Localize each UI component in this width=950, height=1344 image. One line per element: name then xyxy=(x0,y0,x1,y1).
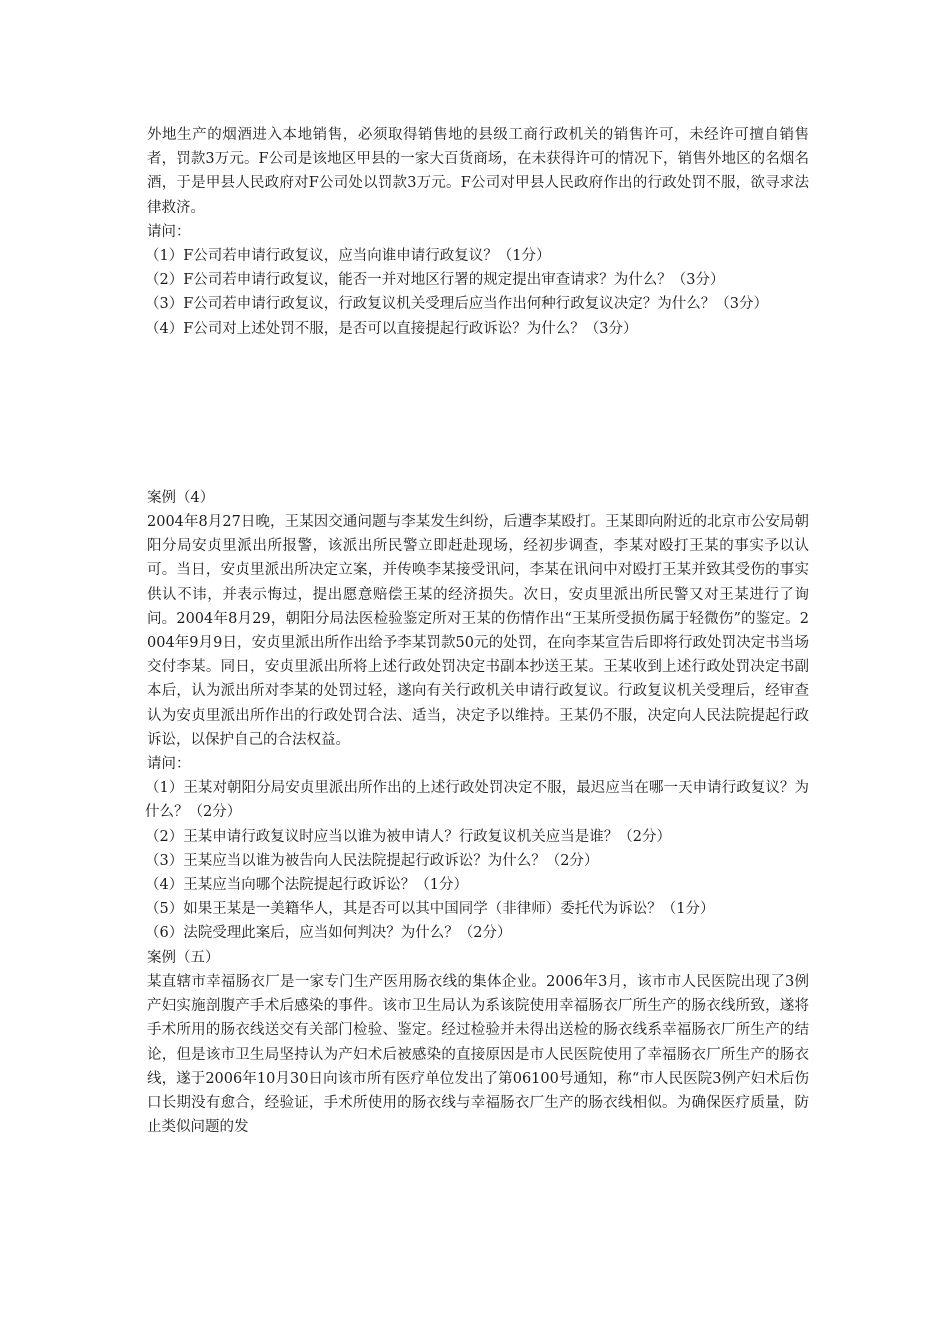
case3-question-2: （2）F公司若申请行政复议，能否一并对地区行署的规定提出审查请求？为什么？（3分） xyxy=(145,272,725,289)
case3-question-prompt: 请问： xyxy=(147,223,191,240)
case4-question-1: （1）王某对朝阳分局安贞里派出所作出的上述行政处罚决定不服，最迟应当在哪一天申请行政复议？为什么？（2分） xyxy=(145,780,809,821)
document-page xyxy=(147,123,809,1139)
case3-question-3: （3）F公司若申请行政复议，行政复议机关受理后应当作出何种行政复议决定？为什么？（3分） xyxy=(145,296,769,313)
case3-question-4: （4）F公司对上述处罚不服，是否可以直接提起行政诉讼？为什么？（3分） xyxy=(145,320,638,337)
case4-body-paragraph: 2004年8月27日晚，王某因交通问题与李某发生纠纷，后遭李某殴打。王某即向附近的北京市公安局朝阳分局安贞里派出所报警，该派出所民警立即赶赴现场，经初步调查，李某对殴打王某的事实予以认可。当日，安贞里派出所决定立案，并传唤李某接受讯问，李某在讯问中对殴打王某并致其受伤的事实供认不讳，并表示悔过，提出愿意赔偿王某的经济损失。次日，安贞里派出所民警又对王某进行了询问。2004年8月29，朝阳分局法医检验鉴定所对王某的伤情作出“王某所受损伤属于轻微伤”的鉴定。2004年9月9日，安贞里派出所作出给予李某罚款50元的处罚，在向李某宣告后即将行政处罚决定书当场交付李某。同日，安贞里派出所将上述行政处罚决定书副本抄送王某。王某收到上述行政处罚决定书副本后，认为派出所对李某的处罚过轻，遂向有关行政机关申请行政复议。行政复议机关受理后，经审查认为安贞里派出所作出的行政处罚合法、适当，决定予以维持。王某仍不服，决定向人民法院提起行政诉讼，以保护自己的合法权益。 xyxy=(147,514,809,748)
case4-question-4: （4）王某应当向哪个法院提起行政诉讼？（1分） xyxy=(145,877,468,894)
case4-question-5: （5）如果王某是一美籍华人，其是否可以其中国同学（非律师）委托代为诉讼？（1分） xyxy=(145,901,715,918)
case4-question-2: （2）王某申请行政复议时应当以谁为被申请人？行政复议机关应当是谁？（2分） xyxy=(145,828,671,845)
blank-gap xyxy=(147,341,809,486)
case4-question-6: （6）法院受理此案后，应当如何判决？为什么？（2分） xyxy=(145,925,512,942)
case3-question-1: （1）F公司若申请行政复议，应当向谁申请行政复议？（1分） xyxy=(145,248,551,265)
case5-body-paragraph: 某直辖市幸福肠衣厂是一家专门生产医用肠衣线的集体企业。2006年3月，该市市人民医院出现了3例产妇实施剖腹产手术后感染的事件。该市卫生局认为系该院使用幸福肠衣厂所生产的肠衣线所致，遂将手术所用的肠衣线送交有关部门检验、鉴定。经过检验并未得出送检的肠衣线系幸福肠衣厂所生产的结论，但是该市卫生局坚持认为产妇术后被感染的直接原因是市人民医院使用了幸福肠衣厂所生产的肠衣线，遂于2006年10月30日向该市所有医疗单位发出了第06100号通知，称“市人民医院3例产妇术后伤口长期没有愈合，经验证，手术所使用的肠衣线与幸福肠衣厂生产的肠衣线相似。为确保医疗质量，防止类似问题的发 xyxy=(147,973,809,1136)
case5-title: 案例（五） xyxy=(147,949,220,966)
case4-question-3: （3）王某应当以谁为被告向人民法院提起行政诉讼？为什么？（2分） xyxy=(145,852,599,869)
case4-title: 案例（4） xyxy=(147,489,215,506)
case3-intro-paragraph: 外地生产的烟酒进入本地销售，必须取得销售地的县级工商行政机关的销售许可，未经许可擅自销售者，罚款3万元。F公司是该地区甲县的一家大百货商场，在未获得许可的情况下，销售外地区的名烟名酒，于是甲县人民政府对F公司处以罚款3万元。F公司对甲县人民政府作出的行政处罚不服，欲寻求法律救济。 xyxy=(147,127,809,216)
case4-question-prompt: 请问： xyxy=(147,756,191,773)
